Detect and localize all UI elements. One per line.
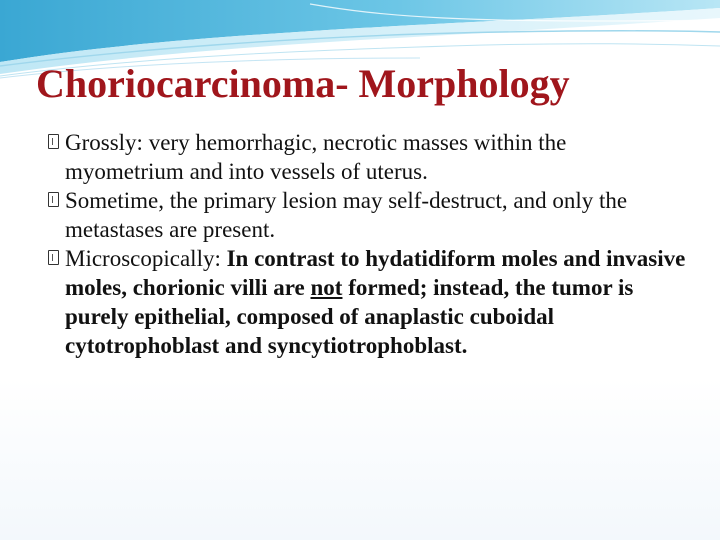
bullet-bold-text: In contrast to hydatidiform moles and invasive moles, chorionic villi are [65,246,686,300]
bullet-list [48,128,688,360]
bullet-text: Grossly: very hemorrhagic, necrotic masses within the myometrium and into vessels of uterus. [65,130,567,184]
bullet-item-sometime [48,186,688,244]
bullet-item-grossly [48,128,688,186]
bullet-box-icon [48,250,59,265]
bullet-bold-text-end: formed; instead, the tumor is purely epithelial, composed of anaplastic cuboidal cytotrophoblast and syncytiotrophoblast. [65,275,634,358]
slide-title: Choriocarcinoma- Morphology [36,61,570,106]
bullet-box-icon [48,192,59,207]
bullet-text: Sometime, the primary lesion may self-destruct, and only the metastases are present. [65,188,628,242]
bullet-box-icon [48,134,59,149]
bullet-item-microscopically [48,244,688,360]
bullet-emphasis-not: not [310,275,343,300]
bullet-lead-text: Microscopically: [65,246,227,271]
